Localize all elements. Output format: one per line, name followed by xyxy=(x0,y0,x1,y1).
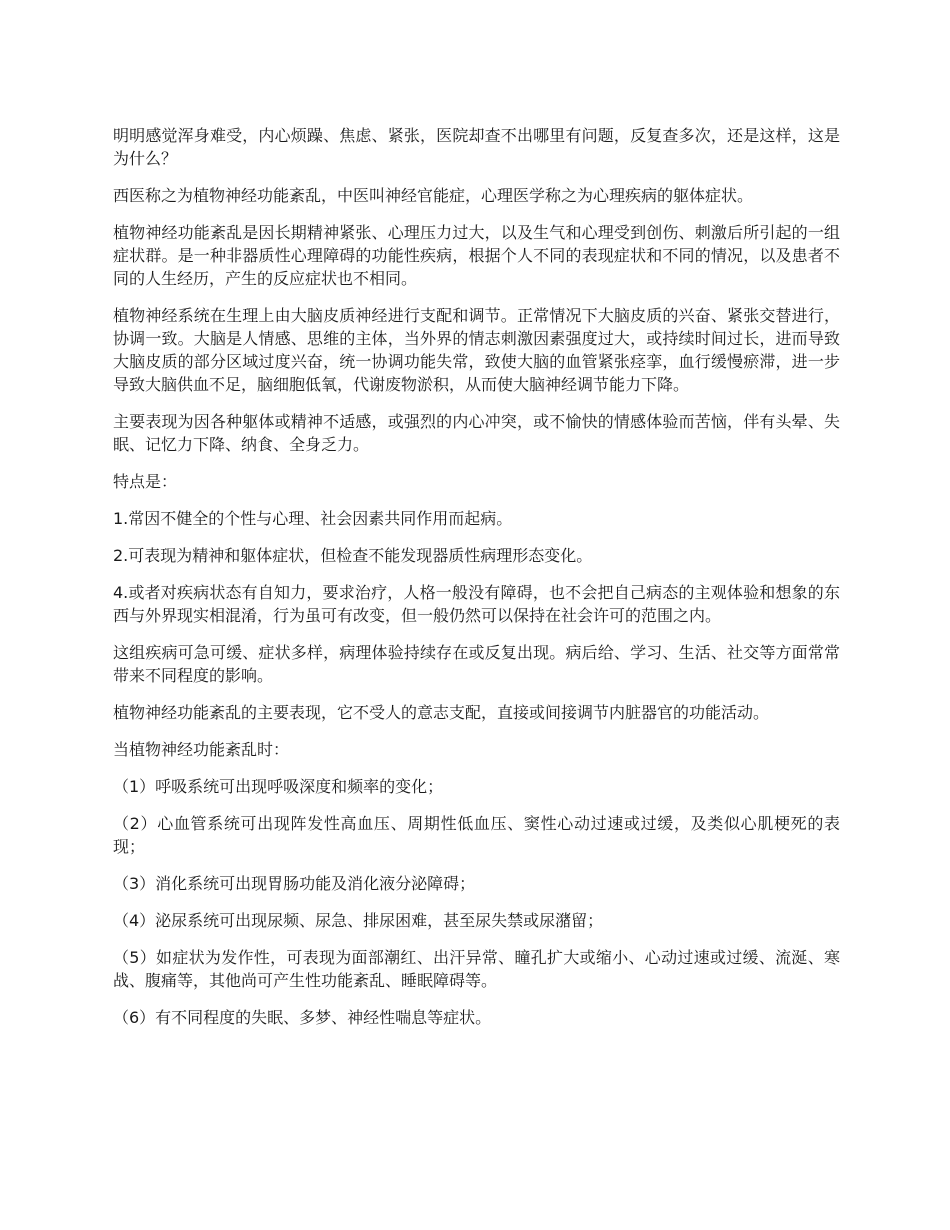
paragraph: 植物神经功能紊乱是因长期精神紧张、心理压力过大，以及生气和心理受到创伤、刺激后所引起的一组症状群。是一种非器质性心理障碍的功能性疾病，根据个人不同的表现症状和不同的情况，以及患者不同的人生经历，产生的反应症状也不相同。 xyxy=(113,223,840,288)
list-item: 4.或者对疾病状态有自知力，要求治疗，人格一般没有障碍，也不会把自己病态的主观体验和想象的东西与外界现实相混淆，行为虽可有改变，但一般仍然可以保持在社会许可的范围之内。 xyxy=(113,583,840,625)
paragraph: 这组疾病可急可缓、症状多样，病理体验持续存在或反复出现。病后给、学习、生活、社交等方面常常带来不同程度的影响。 xyxy=(113,643,840,685)
paragraph: 主要表现为因各种躯体或精神不适感，或强烈的内心冲突，或不愉快的情感体验而苦恼，伴有头晕、失眠、记忆力下降、纳食、全身乏力。 xyxy=(113,412,840,454)
list-item: （1）呼吸系统可出现呼吸深度和频率的变化； xyxy=(113,777,444,796)
list-item: （2）心血管系统可出现阵发性高血压、周期性低血压、窦性心动过速或过缓，及类似心肌梗死的表现； xyxy=(113,814,840,856)
paragraph: 植物神经功能紊乱的主要表现，它不受人的意志支配，直接或间接调节内脏器官的功能活动。 xyxy=(113,703,770,722)
document-body xyxy=(113,124,840,1043)
paragraph: 特点是： xyxy=(113,472,178,491)
list-item: （5）如症状为发作性，可表现为面部潮红、出汗异常、瞳孔扩大或缩小、心动过速或过缓、流涎、寒战、腹痛等，其他尚可产生性功能紊乱、睡眠障碍等。 xyxy=(113,948,840,990)
paragraph: 植物神经系统在生理上由大脑皮质神经进行支配和调节。正常情况下大脑皮质的兴奋、紧张交替进行，协调一致。大脑是人情感、思维的主体，当外界的情志刺激因素强度过大，或持续时间过长，进而导致大脑皮质的部分区域过度兴奋，统一协调功能失常，致使大脑的血管紧张痉挛，血行缓慢瘀滞，进一步导致大脑供血不足，脑细胞低氧，代谢废物淤积，从而使大脑神经调节能力下降。 xyxy=(113,306,840,394)
list-item: （3）消化系统可出现胃肠功能及消化液分泌障碍； xyxy=(113,874,476,893)
paragraph: 西医称之为植物神经功能紊乱，中医叫神经官能症，心理医学称之为心理疾病的躯体症状。 xyxy=(113,186,754,205)
list-item: 2.可表现为精神和躯体症状，但检查不能发现器质性病理形态变化。 xyxy=(113,546,593,565)
paragraph: 当植物神经功能紊乱时： xyxy=(113,740,290,759)
paragraph: 明明感觉浑身难受，内心烦躁、焦虑、紧张，医院却查不出哪里有问题，反复查多次，还是这样，这是为什么？ xyxy=(113,126,840,168)
list-item: （6）有不同程度的失眠、多梦、神经性喘息等症状。 xyxy=(113,1008,492,1027)
list-item: 1.常因不健全的个性与心理、社会因素共同作用而起病。 xyxy=(113,509,513,528)
list-item: （4）泌尿系统可出现尿频、尿急、排尿困难，甚至尿失禁或尿潴留； xyxy=(113,911,604,930)
